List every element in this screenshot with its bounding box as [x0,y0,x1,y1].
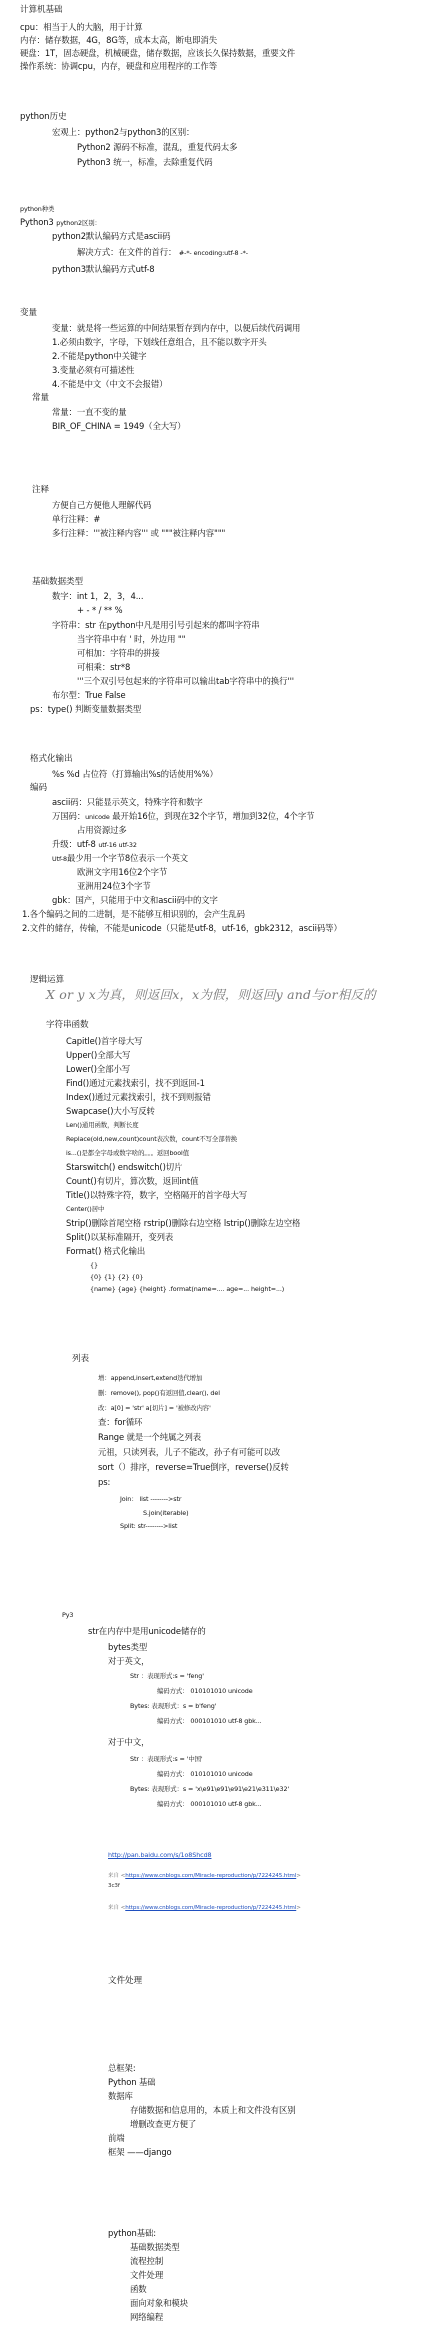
section-title-computer: 计算机基础 [20,5,63,15]
unicode-desc: 最开始16位，到现在32个字节，增加到32位，4个字节 [109,811,315,821]
note-line: python3默认编码方式utf-8 [52,264,155,274]
note-line: Starswitch() endswitch()切片 [66,1162,183,1172]
format-example: {0} {1} {2} {0} [90,1273,144,1281]
note-line: Python3 统一，标准，去除重复代码 [77,157,213,167]
format-example: {} [90,1261,98,1269]
section-title-logic: 逻辑运算 [30,975,64,985]
note-line: 2.不能是python中关键字 [52,351,147,361]
utf8-desc: 最少用一个字节8位表示一个英文 [66,853,189,863]
section-title-comment: 注释 [32,485,49,495]
note-line: 亚洲用24位3个字节 [77,881,151,891]
note-line: ascii码：只能显示英文，特殊字符和数字 [52,797,203,807]
note-line: 字符串：str 在python中凡是用引号引起来的都叫字符串 [52,620,260,630]
note-line: Bytes: 表现形式：s = 'x\e91\e91\e91\e21\e311\e32' [130,1785,290,1793]
note-line: '''三个双引号包起来的字符串可以输出tab字符串中的换行''' [77,676,294,686]
subsection-title-const: 常量 [32,393,49,403]
upgrade-variants: utf-16 utf-32 [98,841,137,849]
note-line: 存储数据和信息用的，本质上和文件没有区别 [130,2105,296,2115]
python2-diff-label: python2区别： [56,219,101,227]
section-title-outline: 总框架: [108,2063,136,2073]
source-note [108,1904,301,1912]
source-note [108,1872,301,1880]
note-line: Python2 源码不标准，混乱，重复代码太多 [77,142,238,152]
split-line: Split: str-------->list [120,1522,178,1530]
note-line: 占用资源过多 [77,825,127,835]
note-line: BIR_OF_CHINA = 1949（全大写） [52,421,186,431]
note-line: 内存：储存数据，4G，8G等，成本太高，断电即消失 [20,35,218,45]
upgrade-label: 升级：utf-8 [52,839,96,849]
note-line: python2默认编码方式是ascii码 [52,231,171,241]
python3-label: Python3 [20,217,54,227]
note-line: 多行注释：'''被注释内容''' 或 """被注释内容""" [52,528,226,538]
note-line: 数字：int 1，2，3，4... [52,591,144,601]
subsection-title-encoding: 编码 [30,783,47,793]
note-line: 编码方式： 010101010 unicode [157,1770,253,1778]
note-line: Strip()删除首尾空格 rstrip()删除右边空格 lstrip()删除左边空格 [66,1218,301,1228]
source-prefix: 来自 < [108,1905,126,1911]
note-line: 单行注释：# [52,514,101,524]
note-line: 文件处理 [130,2270,164,2280]
note-line [20,217,101,228]
note-line: 欧洲文字用16位2个字节 [77,867,168,877]
note-line: 2.文件的储存，传输，不能是unicode（只能是utf-8，utf-16，gbk2312，ascii码等） [22,923,342,933]
note-line: Center()居中 [66,1205,105,1213]
note-line [77,247,248,258]
note-line: 删：remove(), pop()有返回值,clear(), del [98,1389,220,1397]
note-line: Title()以特殊字符，数字，空格隔开的首字母大写 [66,1190,248,1200]
note-line: %s %d 占位符（打算输出%s的话使用%%） [52,769,218,779]
note-line: 数据库 [108,2091,133,2101]
section-title-history: python历史 [20,112,67,122]
cnblogs-link[interactable]: https://www.cnblogs.com/Miracle-reproduction/p/7224245.html [125,1905,297,1911]
note-line: Split()以某标准隔开，变列表 [66,1232,174,1242]
source-prefix: 来自 < [108,1873,126,1879]
source-suffix: > [296,1905,301,1911]
note-line: Upper()全部大写 [66,1050,131,1060]
note-line: Replace(old,new,count)count表次数，count不写全部替换 [66,1135,238,1143]
note-line: 宏观上：python2与python3的区别： [52,127,195,137]
note-line: Lower()全部小写 [66,1064,131,1074]
note-line: Bytes: 表现形式：s = b'feng' [130,1702,217,1710]
note-line: 编码方式： 010101010 unicode [157,1687,253,1695]
note-line: ps: [98,1477,111,1487]
note-line: 布尔型：True False [52,690,126,700]
note-line: Str ：表现形式:s = '中国' [130,1755,203,1763]
note-line: 框架 ——django [108,2147,172,2157]
baidu-pan-link[interactable]: http://pan.baidu.com/s/1o8Shcd8 [108,1851,212,1859]
section-title-kinds: python种类 [20,205,55,213]
section-title-format: 格式化输出 [30,754,73,764]
note-line: 面向对象和模块 [130,2298,188,2308]
note-line: 变量：就是将一些运算的中间结果暂存到内存中，以便后续代码调用 [52,323,301,333]
section-title-py3: Py3 [62,1611,74,1619]
note-line: 可相加：字符串的拼接 [77,648,160,658]
note-line: gbk：国产，只能用于中文和ascii码中的文字 [52,895,218,905]
note-line: Format() 格式化输出 [66,1246,146,1256]
note-line: 当字符串中有 ' 时，外边用 "" [77,634,186,644]
section-title-types: 基础数据类型 [32,577,83,587]
source-code: 3c3f [108,1883,120,1889]
solution-label: 解决方式：在文件的首行： [77,247,177,257]
note-line: 增：append,insert,extend迭代增加 [98,1374,203,1382]
note-line: 查：for循环 [98,1417,143,1427]
note-line [52,853,188,864]
note-line: 1.必须由数字，字母，下划线任意组合，且不能以数字开头 [52,337,267,347]
note-line: Swapcase()大小写反转 [66,1106,155,1116]
unicode-word: unicode [85,813,110,821]
note-line [52,811,314,822]
note-line: Find()通过元素找索引，找不到返回-1 [66,1078,205,1088]
logic-italic-line: X or y x为真，则返回x，x为假，则返回y and与or相反的 [46,987,376,1002]
note-line: is...()是都全字母或数字啥的。。。返回bool值 [66,1149,189,1157]
format-example: {name} {age} {height} .format(name=.... age=... height=...) [90,1285,285,1293]
note-line: 对于中文， [108,1737,150,1747]
note-line [52,839,137,850]
note-line: Count()有切片，算次数，返回int值 [66,1176,199,1186]
note-line: Capitle()首字母大写 [66,1036,143,1046]
note-line: 网络编程 [130,2312,164,2322]
note-line: 流程控制 [130,2256,164,2266]
note-line: sort（）排序，reverse=True倒序，reverse()反转 [98,1462,289,1472]
note-line: 基础数据类型 [130,2242,180,2252]
section-title-list: 列表 [72,1354,89,1364]
section-title-basics: python基础: [108,2228,156,2238]
note-line: str在内存中是用unicode储存的 [88,1626,206,1636]
note-line: 增删改查更方便了 [130,2119,197,2129]
note-line: Range 就是一个纯属之列表 [98,1432,202,1442]
note-line: 可相乘：str*8 [77,662,131,672]
encoding-header-code: #-*- encoding:utf-8 -*- [178,249,248,257]
note-line: 改：a[0] = 'str' a[切片] = '被修改内容' [98,1404,211,1412]
note-line: cpu：相当于人的大脑，用于计算 [20,22,143,32]
note-line: 4.不能是中文（中文不会报错） [52,379,168,389]
note-line: bytes类型 [108,1642,148,1652]
join-line: S.join(iterable) [143,1509,189,1517]
note-line: 1.各个编码之间的二进制，是不能够互相识别的，会产生乱码 [22,909,245,919]
note-line: 方便自己方便他人理解代码 [52,500,152,510]
note-line: 元祖，只读列表，儿子不能改，孙子有可能可以改 [98,1447,281,1457]
note-line: Index()通过元素找索引，找不到则报错 [66,1092,211,1102]
cnblogs-link[interactable]: https://www.cnblogs.com/Miracle-reproduction/p/7224245.html [125,1873,297,1879]
section-title-vars: 变量 [20,308,37,318]
note-line: 对于英文， [108,1656,150,1666]
join-line: Join： list -------->str [120,1495,182,1503]
unicode-label: 万国码： [52,811,86,821]
note-line: 3.变量必须有可描述性 [52,365,135,375]
note-line: 编码方式： 000101010 utf-8 gbk... [157,1717,262,1725]
note-line: + - * / ** % [77,605,123,615]
source-suffix: > [296,1873,301,1879]
section-title-file: 文件处理 [108,1976,142,1986]
note-line: Len()通用函数，判断长度 [66,1121,139,1129]
note-line: 硬盘：1T，固态硬盘，机械硬盘，储存数据，应该长久保持数据，重要文件 [20,48,296,58]
utf8-word: Utf-8 [52,855,67,863]
note-line: ps：type() 判断变量数据类型 [30,704,142,714]
note-line: 常量：一直不变的量 [52,407,127,417]
note-line: 前端 [108,2133,125,2143]
note-line: Python 基础 [108,2077,156,2087]
note-line: 函数 [130,2284,147,2294]
note-line: 编码方式： 000101010 utf-8 gbk... [157,1800,262,1808]
note-line: Str ：表现形式:s = 'feng' [130,1672,204,1680]
section-title-str: 字符串函数 [46,1020,89,1030]
note-line: 操作系统：协调cpu，内存，硬盘和应用程序的工作等 [20,61,217,71]
